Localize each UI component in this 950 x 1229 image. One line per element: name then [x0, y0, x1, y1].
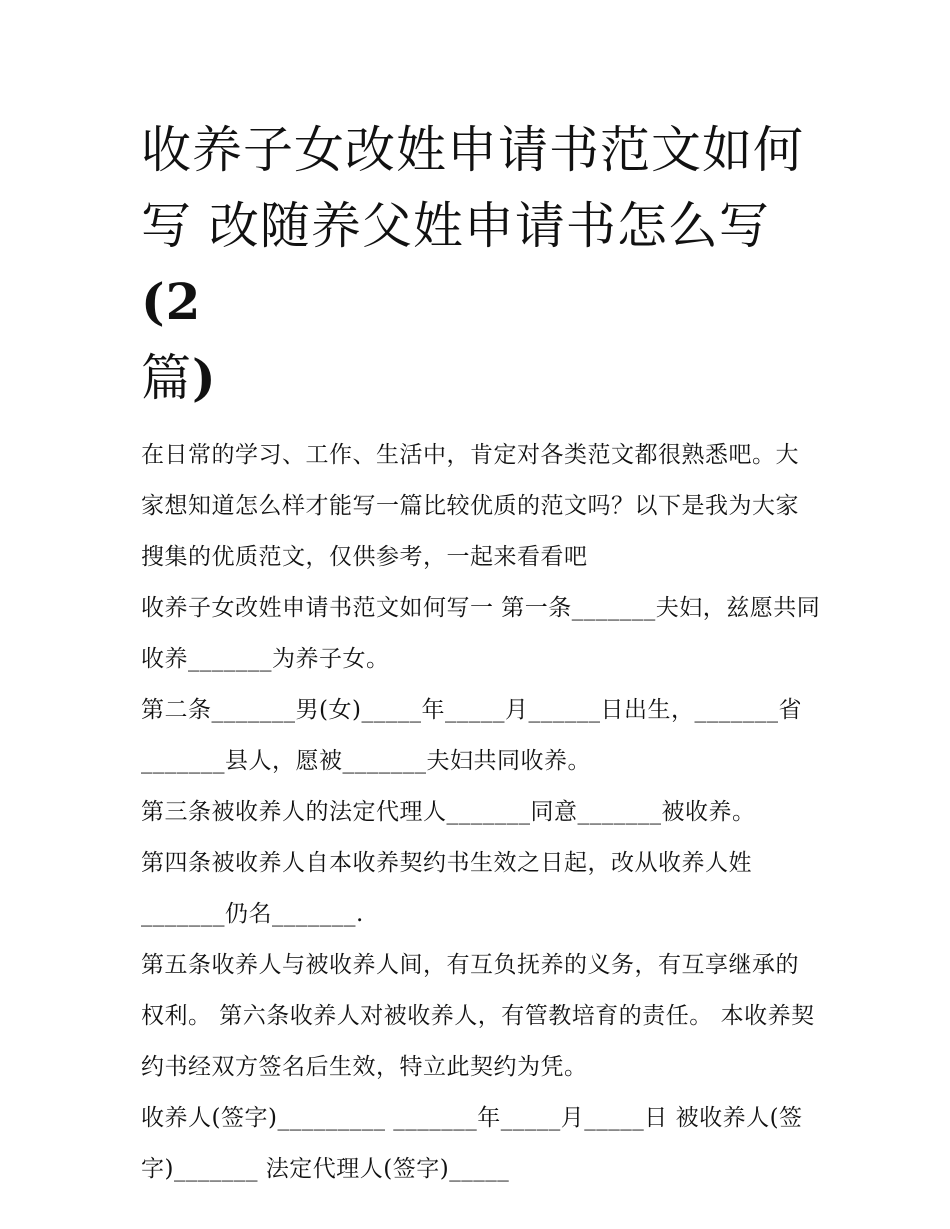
paragraph-article-5-6: 第五条收养人与被收养人间，有互负抚养的义务，有互享继承的权利。 第六条收养人对被收养人，有管教培育的责任。 本收养契约书经双方签名后生效，特立此契约为凭。 [141, 952, 815, 1080]
title-line-3-bold: ) [192, 348, 217, 407]
paragraph-article-1: 收养子女改姓申请书范文如何写一 第一条_______夫妇，兹愿共同收养_______为养子女。 [141, 595, 821, 672]
title-line-1: 收养子女改姓申请书范文如何 [141, 121, 804, 179]
title-line-3: 篇 [141, 349, 192, 407]
document-page [141, 112, 821, 1195]
paragraph-article-3: 第三条被收养人的法定代理人_______同意_______被收养。 [141, 799, 756, 825]
title-line-2-bold: (2 [141, 272, 202, 331]
paragraph-intro: 在日常的学习、工作、生活中，肯定对各类范文都很熟悉吧。大家想知道怎么样才能写一篇比较优质的范文吗？以下是我为大家搜集的优质范文，仅供参考，一起来看看吧 [141, 442, 799, 570]
paragraph-article-2: 第二条_______男(女)_____年_____月______日出生，_______省_______县人，愿被_______夫妇共同收养。 [141, 697, 802, 774]
document-title [141, 112, 821, 416]
paragraph-signatures: 收养人(签字)_________ _______年_____月_____日 被收养人(签字)_______ 法定代理人(签字)_____ [141, 1105, 803, 1182]
paragraph-article-4: 第四条被收养人自本收养契约书生效之日起，改从收养人姓_______仍名_______. [141, 850, 752, 927]
title-line-2: 写 改随养父姓申请书怎么写 [141, 197, 770, 255]
